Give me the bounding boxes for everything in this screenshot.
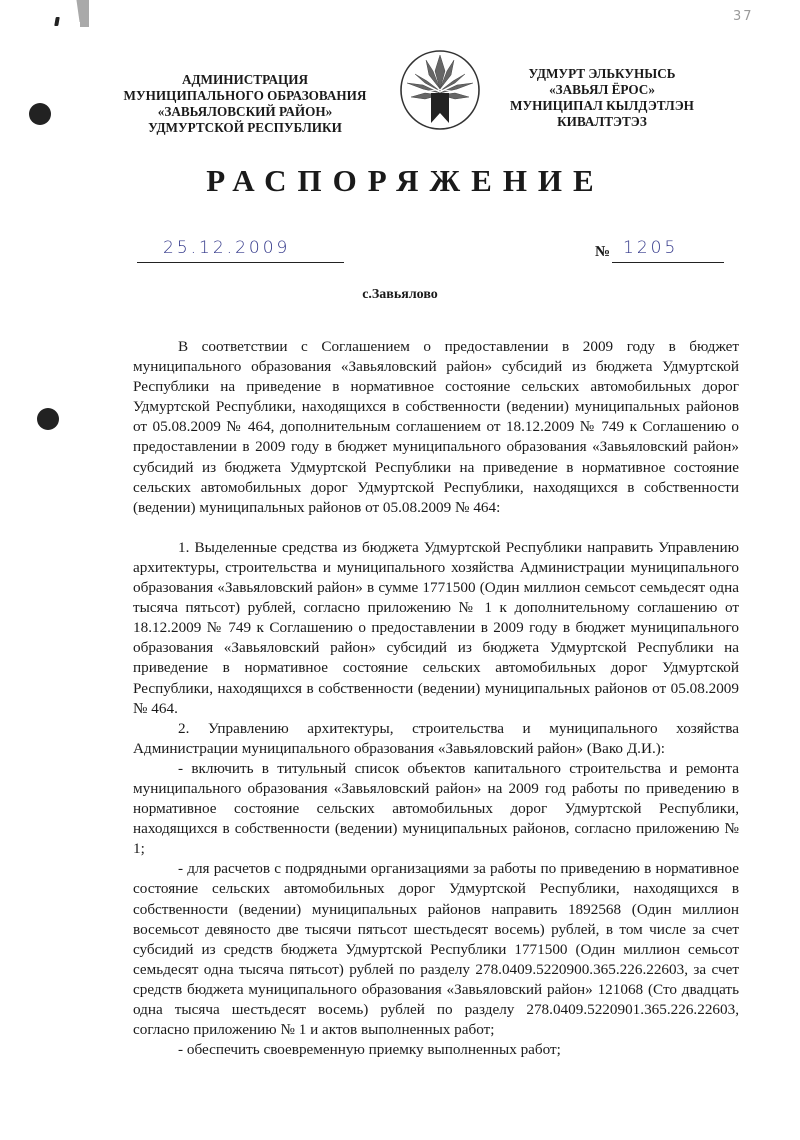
header-line: УДМУРТСКОЙ РЕСПУБЛИКИ <box>148 120 342 135</box>
header-line: МУНИЦИПАЛЬНОГО ОБРАЗОВАНИЯ <box>123 88 367 103</box>
header-line: МУНИЦИПАЛ КЫЛДЭТЛЭН <box>510 98 694 113</box>
punch-hole <box>29 103 51 125</box>
scan-mark <box>54 17 60 26</box>
bullet-paragraph: - для расчетов с подрядными организациями за работы по приведению в нормативное состояние сельских автомобильных дорог Удмуртской Республики, находящихся в собственности (ведении) муниципальных районов направить 1892568 (Один миллион восемьсот девяносто две тысячи пятьсот шестьдесят восемь) рублей, в том числе за счет субсидий из средств бюджета Удмуртской Республики 1771500 (Один миллион семьсот семьдесят одна тысяча пятьсот) рублей по разделу 278.0409.5220900.365.226.22603, за счет средств бюджета муниципального образования «Завьяловский район» 121068 (Сто двадцать одна тысяча шестьдесят восемь) рублей по разделу 278.0409.5220901.365.226.22603, согласно приложению № 1 и актов выполненных работ; <box>133 860 739 1039</box>
document-body <box>133 337 739 1060</box>
item-2-paragraph: 2. Управлению архитектуры, строительства и муниципального хозяйства Администрации муниципального образования «Завьяловский район» (Вако Д.И.): <box>133 719 739 757</box>
place-of-issue: с.Завьялово <box>362 287 438 302</box>
header-line: УДМУРТ ЭЛЬКУНЫСЬ <box>528 66 676 81</box>
header-line: АДМИНИСТРАЦИЯ <box>181 72 309 87</box>
bullet-paragraph: - обеспечить своевременную приемку выполненных работ; <box>178 1041 561 1059</box>
coat-of-arms-icon <box>399 49 481 131</box>
date-field <box>137 238 344 263</box>
header-russian <box>110 72 380 136</box>
handwritten-number: 1205 <box>623 238 679 258</box>
handwritten-date: 25.12.2009 <box>163 238 291 258</box>
item-1-paragraph: 1. Выделенные средства из бюджета Удмуртской Республики направить Управлению архитектуры, строительства и муниципального хозяйства Администрации муниципального образования «Завьяловский район» в сумме 1771500 (Один миллион семьсот семьдесят одна тысяча пятьсот) рублей, согласно приложению № 1 к дополнительному соглашению от 18.12.2009 № 749 к Соглашению о предоставлении в 2009 году в бюджет муниципального образования «Завьяловский район» субсидий из бюджета Удмуртской Республики на приведение в нормативное состояние сельских автомобильных дорог Удмуртской Республики, находящихся в собственности (ведении) муниципальных районов от 05.08.2009 № 464. <box>133 538 739 717</box>
number-label: № <box>595 244 611 260</box>
preamble-paragraph: В соответствии с Соглашением о предоставлении в 2009 году в бюджет муниципального образования «Завьяловский район» субсидий из бюджета Удмуртской Республики на приведение в нормативное состояние сельских автомобильных дорог Удмуртской Республики, находящихся в собственности (ведении) муниципальных районов от 05.08.2009 № 464, дополнительным соглашением от 18.12.2009 № 749 к Соглашению о предоставлении в 2009 году в бюджет муниципального образования «Завьяловский район» субсидий из бюджета Удмуртской Республики на приведение в нормативное состояние сельских автомобильных дорог Удмуртской Республики, находящихся в собственности (ведении) муниципальных районов от 05.08.2009 № 464: <box>133 338 739 516</box>
header-line: «ЗАВЬЯЛ ЁРОС» <box>549 82 655 97</box>
header-line: КИВАЛТЭТЭЗ <box>557 114 647 129</box>
bullet-paragraph: - включить в титульный список объектов капитального строительства и ремонта муниципального образования «Завьяловский район» на 2009 год работы по приведению в нормативное состояние сельских автомобильных дорог Удмуртской Республики, находящихся в собственности (ведении) муниципальных районов, согласно приложению № 1; <box>133 759 739 858</box>
punch-hole <box>37 408 59 430</box>
number-field <box>612 238 724 263</box>
sheet-number: 37 <box>733 9 754 24</box>
scan-mark <box>80 0 89 27</box>
header-udmurt <box>507 66 697 130</box>
header-line: «ЗАВЬЯЛОВСКИЙ РАЙОН» <box>157 104 333 119</box>
document-title: РАСПОРЯЖЕНИЕ <box>206 163 605 198</box>
